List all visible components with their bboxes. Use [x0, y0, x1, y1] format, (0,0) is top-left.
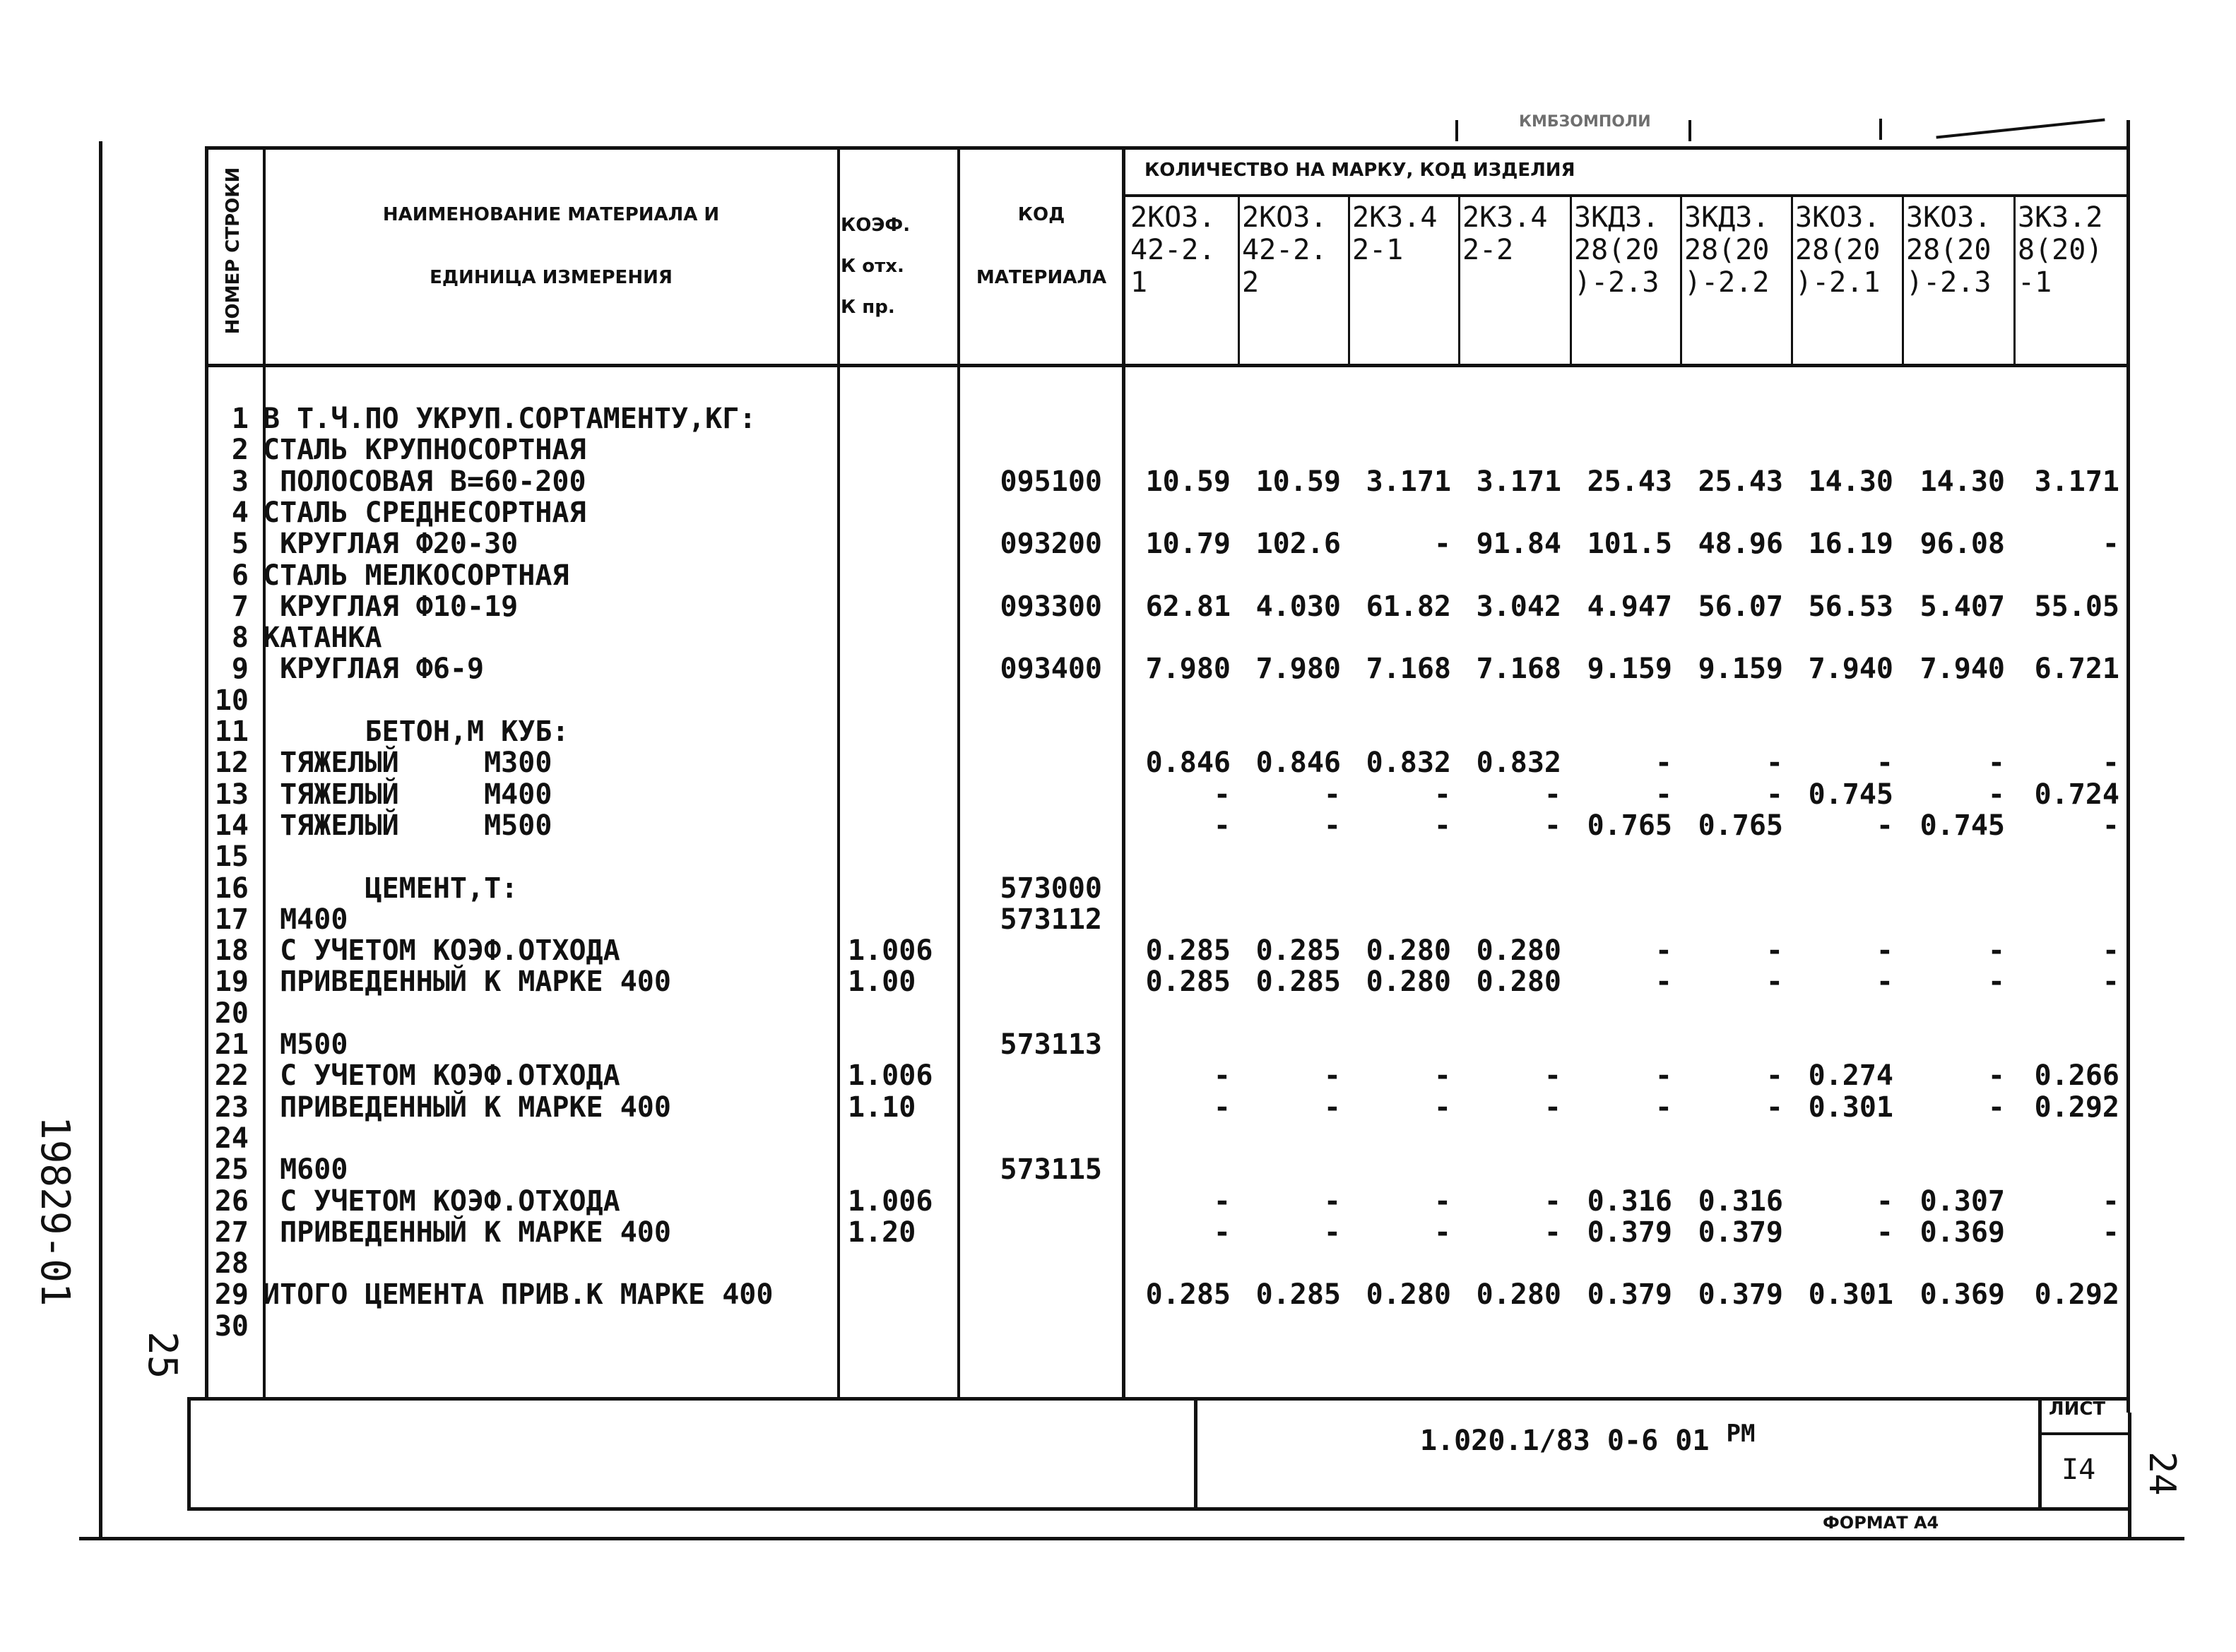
row-number: 6 [231, 559, 249, 592]
column-header: 3КД3. 28(20 )-2.3 [1574, 201, 1660, 299]
quantity-cell: 9.159 [1698, 653, 1783, 686]
quantity-cell: 56.07 [1698, 590, 1783, 623]
quantity-cell: - [1323, 1216, 1341, 1249]
coefficient: 1.006 [848, 1059, 933, 1093]
quantity-cell: 7.980 [1255, 653, 1341, 686]
row-number: 28 [214, 1247, 249, 1280]
quantity-cell: - [1655, 747, 1672, 780]
row-number: 2 [231, 434, 249, 467]
quantity-cell: 25.43 [1698, 465, 1783, 498]
outer-frame-bottom [79, 1537, 2184, 1540]
quantity-cell: 0.274 [1808, 1059, 1893, 1093]
quantity-cell: - [1544, 1184, 1561, 1218]
quantity-cell: - [1655, 1091, 1672, 1124]
header-material-name: НАИМЕНОВАНИЕ МАТЕРИАЛА И ЕДИНИЦА ИЗМЕРЕНИЯ [382, 204, 720, 289]
right-edge-number: 24 [2141, 1451, 2183, 1496]
row-number: 22 [214, 1059, 249, 1093]
quantity-cell: - [1765, 934, 1783, 968]
quantity-cell: 0.292 [2034, 1091, 2119, 1124]
column-header: 2КО3. 42-2. 2 [1242, 201, 1327, 299]
quantity-cell: 3.171 [1476, 465, 1561, 498]
material-name: КРУГЛАЯ Ф20-30 [263, 528, 519, 561]
quantity-cell: - [1213, 1216, 1231, 1249]
quantity-cell: 61.82 [1366, 590, 1451, 623]
quantity-cell: - [1655, 965, 1672, 999]
top-fragment: КМБЗОМПОЛИ [1519, 113, 1651, 131]
quantity-cell: 0.280 [1366, 1278, 1451, 1312]
sheet-label: ЛИСТ [2049, 1398, 2106, 1420]
material-name: ПРИВЕДЕННЫЙ К МАРКЕ 400 [263, 965, 671, 999]
material-name: В Т.Ч.ПО УКРУП.СОРТАМЕНТУ,КГ: [263, 403, 757, 435]
row-number: 4 [231, 496, 249, 529]
material-name: СТАЛЬ КРУПНОСОРТНАЯ [263, 434, 586, 467]
quantity-cell: - [1544, 1091, 1561, 1124]
quantity-cell: 0.724 [2034, 778, 2119, 811]
format-label: ФОРМАТ А4 [1823, 1513, 1939, 1533]
row-number: 17 [214, 903, 249, 936]
quantity-cell: 6.721 [2034, 653, 2119, 686]
quantity-cell: - [2102, 965, 2119, 999]
row-number: 20 [214, 997, 249, 1030]
header-material-code: КОД МАТЕРИАЛА [976, 204, 1107, 289]
quantity-cell: - [1433, 1091, 1451, 1124]
quantity-cell: 7.940 [1919, 653, 2005, 686]
table-bottom [187, 1397, 2130, 1401]
quantity-cell: - [2102, 1216, 2119, 1249]
row-number: 7 [231, 590, 249, 623]
quantity-cell: - [1433, 809, 1451, 842]
row-number: 10 [214, 684, 249, 717]
material-code: 573000 [1000, 872, 1102, 905]
quantity-cell: - [2102, 1184, 2119, 1218]
material-code: 573115 [1000, 1153, 1102, 1187]
quantity-cell: 0.307 [1919, 1184, 2005, 1218]
quantity-cell: 0.832 [1366, 747, 1451, 780]
quantity-cell: - [1765, 965, 1783, 999]
row-number: 25 [214, 1153, 249, 1187]
material-name: ТЯЖЕЛЫЙ М500 [263, 809, 552, 842]
quantity-cell: - [1876, 1184, 1893, 1218]
quantity-cell: 0.301 [1808, 1091, 1893, 1124]
quantity-cell: 0.285 [1255, 965, 1341, 999]
quantity-cell: 10.79 [1145, 528, 1231, 561]
quantity-cell: - [1765, 778, 1783, 811]
quantity-cell: 0.745 [1919, 809, 2005, 842]
quantity-cell: - [1213, 809, 1231, 842]
quantity-cell: 0.301 [1808, 1278, 1893, 1312]
header-bottom [205, 364, 2129, 367]
quantity-cell: - [1765, 747, 1783, 780]
row-number: 15 [214, 840, 249, 874]
quantity-cell: - [1544, 778, 1561, 811]
column-header: 2КО3. 42-2. 1 [1130, 201, 1216, 299]
material-code: 095100 [1000, 465, 1102, 498]
quantity-cell: - [1987, 778, 2005, 811]
header-coefficient: КОЭФ. К отх. К пр. [841, 215, 911, 318]
quantity-cell: 0.379 [1587, 1216, 1672, 1249]
row-number: 1 [231, 403, 249, 435]
quantity-cell: - [1876, 934, 1893, 968]
quantity-cell: - [1987, 965, 2005, 999]
quantity-cell: 25.43 [1587, 465, 1672, 498]
quantity-cell: 7.168 [1366, 653, 1451, 686]
material-name: КРУГЛАЯ Ф6-9 [263, 653, 485, 686]
material-code: 093400 [1000, 653, 1102, 686]
coefficient: 1.006 [848, 934, 933, 968]
material-name: СТАЛЬ СРЕДНЕСОРТНАЯ [263, 496, 586, 529]
quantity-cell: 102.6 [1255, 528, 1341, 561]
column-header: 3КО3. 28(20 )-2.3 [1906, 201, 1992, 299]
quantity-cell: 55.05 [2034, 590, 2119, 623]
quantity-cell: - [1876, 1216, 1893, 1249]
column-header: 2К3.4 2-1 [1352, 201, 1438, 266]
material-name: ПОЛОСОВАЯ В=60-200 [263, 465, 586, 498]
quantity-cell: 7.980 [1145, 653, 1231, 686]
quantity-cell: - [2102, 747, 2119, 780]
quantity-cell: 16.19 [1808, 528, 1893, 561]
quantity-cell: - [1987, 934, 2005, 968]
row-number: 8 [231, 622, 249, 655]
quantity-cell: 3.042 [1476, 590, 1561, 623]
material-name: КРУГЛАЯ Ф10-19 [263, 590, 519, 623]
quantity-cell: - [1987, 747, 2005, 780]
quantity-cell: - [1544, 809, 1561, 842]
coefficient: 1.00 [848, 965, 916, 999]
row-number: 24 [214, 1122, 249, 1155]
header-quantity: КОЛИЧЕСТВО НА МАРКУ, КОД ИЗДЕЛИЯ [1144, 160, 1575, 181]
quantity-cell: 0.379 [1587, 1278, 1672, 1312]
quantity-cell: - [1987, 1091, 2005, 1124]
quantity-cell: 4.030 [1255, 590, 1341, 623]
quantity-cell: 14.30 [1808, 465, 1893, 498]
quantity-cell: - [1213, 1059, 1231, 1093]
quantity-cell: 0.846 [1255, 747, 1341, 780]
material-code: 573113 [1000, 1028, 1102, 1061]
material-name: М500 [263, 1028, 348, 1061]
quantity-cell: 0.280 [1476, 965, 1561, 999]
quantity-cell: - [1655, 934, 1672, 968]
quantity-cell: - [1323, 809, 1341, 842]
coefficient: 1.10 [848, 1091, 916, 1124]
quantity-cell: - [1433, 1216, 1451, 1249]
quantity-cell: - [1433, 1059, 1451, 1093]
quantity-cell: 14.30 [1919, 465, 2005, 498]
row-number: 30 [214, 1309, 249, 1343]
quantity-cell: 4.947 [1587, 590, 1672, 623]
quantity-cell: - [1876, 747, 1893, 780]
material-code: 093200 [1000, 528, 1102, 561]
material-code: 573112 [1000, 903, 1102, 936]
quantity-cell: 0.765 [1587, 809, 1672, 842]
quantity-cell: 0.285 [1145, 1278, 1231, 1312]
column-header: 3КО3. 28(20 )-2.1 [1795, 201, 1881, 299]
quantity-cell: - [1655, 1059, 1672, 1093]
material-name: ПРИВЕДЕННЫЙ К МАРКЕ 400 [263, 1091, 671, 1124]
quantity-cell: 0.292 [2034, 1278, 2119, 1312]
quantity-cell: 0.285 [1255, 1278, 1341, 1312]
quantity-cell: - [1765, 1091, 1783, 1124]
quantity-cell: 101.5 [1587, 528, 1672, 561]
quantity-cell: - [1213, 778, 1231, 811]
material-name: ТЯЖЕЛЫЙ М300 [263, 747, 552, 780]
quantity-cell: 0.379 [1698, 1278, 1783, 1312]
table-top [205, 146, 2129, 150]
column-header: 3КД3. 28(20 )-2.2 [1684, 201, 1770, 299]
row-number: 16 [214, 872, 249, 905]
material-name: ТЯЖЕЛЫЙ М400 [263, 778, 552, 811]
row-number: 11 [214, 715, 249, 748]
quantity-cell: - [1323, 1059, 1341, 1093]
row-number: 26 [214, 1184, 249, 1218]
quantity-cell: - [1433, 1184, 1451, 1218]
coefficient: 1.006 [848, 1184, 933, 1218]
column-header: 3К3.2 8(20) -1 [2018, 201, 2103, 299]
quantity-cell: - [1544, 1059, 1561, 1093]
material-name: С УЧЕТОМ КОЭФ.ОТХОДА [263, 1184, 620, 1218]
row-number: 21 [214, 1028, 249, 1061]
row-number: 9 [231, 653, 249, 686]
sheet-number: I4 [2062, 1454, 2096, 1486]
row-number: 13 [214, 778, 249, 811]
column-header: 2К3.4 2-2 [1462, 201, 1548, 266]
quantity-cell: - [2102, 934, 2119, 968]
quantity-cell: 0.266 [2034, 1059, 2119, 1093]
quantity-cell: 62.81 [1145, 590, 1231, 623]
quantity-cell: 0.285 [1255, 934, 1341, 968]
quantity-cell: 96.08 [1919, 528, 2005, 561]
material-name: КАТАНКА [263, 622, 382, 655]
quantity-cell: - [1987, 1059, 2005, 1093]
quantity-cell: - [1876, 965, 1893, 999]
material-name: М600 [263, 1153, 348, 1187]
quantity-cell: 0.369 [1919, 1278, 2005, 1312]
quantity-cell: 0.846 [1145, 747, 1231, 780]
quantity-cell: - [1433, 778, 1451, 811]
quantity-cell: 0.280 [1366, 965, 1451, 999]
left-bottom-mark: 25 [139, 1331, 185, 1379]
quantity-cell: 9.159 [1587, 653, 1672, 686]
quantity-cell: 5.407 [1919, 590, 2005, 623]
quantity-cell: - [1765, 1059, 1783, 1093]
archive-number: 19829-01 [32, 1116, 78, 1307]
coefficient: 1.20 [848, 1216, 916, 1249]
row-number: 19 [214, 965, 249, 999]
quantity-cell: 0.280 [1476, 934, 1561, 968]
row-number: 3 [231, 465, 249, 498]
row-number: 29 [214, 1278, 249, 1312]
row-number: 23 [214, 1091, 249, 1124]
quantity-cell: - [2102, 809, 2119, 842]
material-name: ПРИВЕДЕННЫЙ К МАРКЕ 400 [263, 1216, 671, 1249]
quantity-cell: 3.171 [1366, 465, 1451, 498]
quantity-cell: - [1323, 1184, 1341, 1218]
quantity-cell: 56.53 [1808, 590, 1893, 623]
table-right [2126, 120, 2130, 1413]
material-name: ЦЕМЕНТ,Т: [263, 872, 519, 905]
material-name: С УЧЕТОМ КОЭФ.ОТХОДА [263, 1059, 620, 1093]
row-number: 18 [214, 934, 249, 968]
quantity-cell: 10.59 [1145, 465, 1231, 498]
outer-frame-left [99, 141, 102, 1540]
quantity-cell: 48.96 [1698, 528, 1783, 561]
material-name: СТАЛЬ МЕЛКОСОРТНАЯ [263, 559, 569, 592]
quantity-cell: - [1213, 1184, 1231, 1218]
quantity-cell: 0.316 [1698, 1184, 1783, 1218]
quantity-cell: - [2102, 528, 2119, 561]
quantity-cell: - [1323, 778, 1341, 811]
quantity-cell: 0.285 [1145, 965, 1231, 999]
quantity-cell: 7.168 [1476, 653, 1561, 686]
quantity-cell: 0.280 [1366, 934, 1451, 968]
quantity-cell: - [1323, 1091, 1341, 1124]
material-name: С УЧЕТОМ КОЭФ.ОТХОДА [263, 934, 620, 968]
quantity-cell: - [1655, 778, 1672, 811]
quantity-cell: 7.940 [1808, 653, 1893, 686]
quantity-cell: 3.171 [2034, 465, 2119, 498]
quantity-cell: 0.765 [1698, 809, 1783, 842]
material-name: БЕТОН,М КУБ: [263, 715, 569, 748]
quantity-cell: 0.832 [1476, 747, 1561, 780]
quantity-cell: 0.316 [1587, 1184, 1672, 1218]
quantity-cell: 91.84 [1476, 528, 1561, 561]
quantity-cell: - [1213, 1091, 1231, 1124]
quantity-cell: 10.59 [1255, 465, 1341, 498]
quantity-cell: 0.280 [1476, 1278, 1561, 1312]
quantity-cell: - [1433, 528, 1451, 561]
quantity-cell: 0.745 [1808, 778, 1893, 811]
quantity-cell: 0.369 [1919, 1216, 2005, 1249]
quantity-cell: - [1876, 809, 1893, 842]
material-name: ИТОГО ЦЕМЕНТА ПРИВ.К МАРКЕ 400 [263, 1278, 774, 1312]
quantity-cell: 0.285 [1145, 934, 1231, 968]
quantity-cell: - [1544, 1216, 1561, 1249]
material-name: М400 [263, 903, 348, 936]
document-code: 1.020.1/83 0-6 01 $^{РМ}$ [1420, 1420, 1756, 1457]
quantity-cell: 0.379 [1698, 1216, 1783, 1249]
material-code: 093300 [1000, 590, 1102, 623]
row-number: 14 [214, 809, 249, 842]
header-row-number: НОМЕР СТРОКИ [223, 167, 244, 335]
row-number: 27 [214, 1216, 249, 1249]
row-number: 12 [214, 747, 249, 780]
row-number: 5 [231, 528, 249, 561]
